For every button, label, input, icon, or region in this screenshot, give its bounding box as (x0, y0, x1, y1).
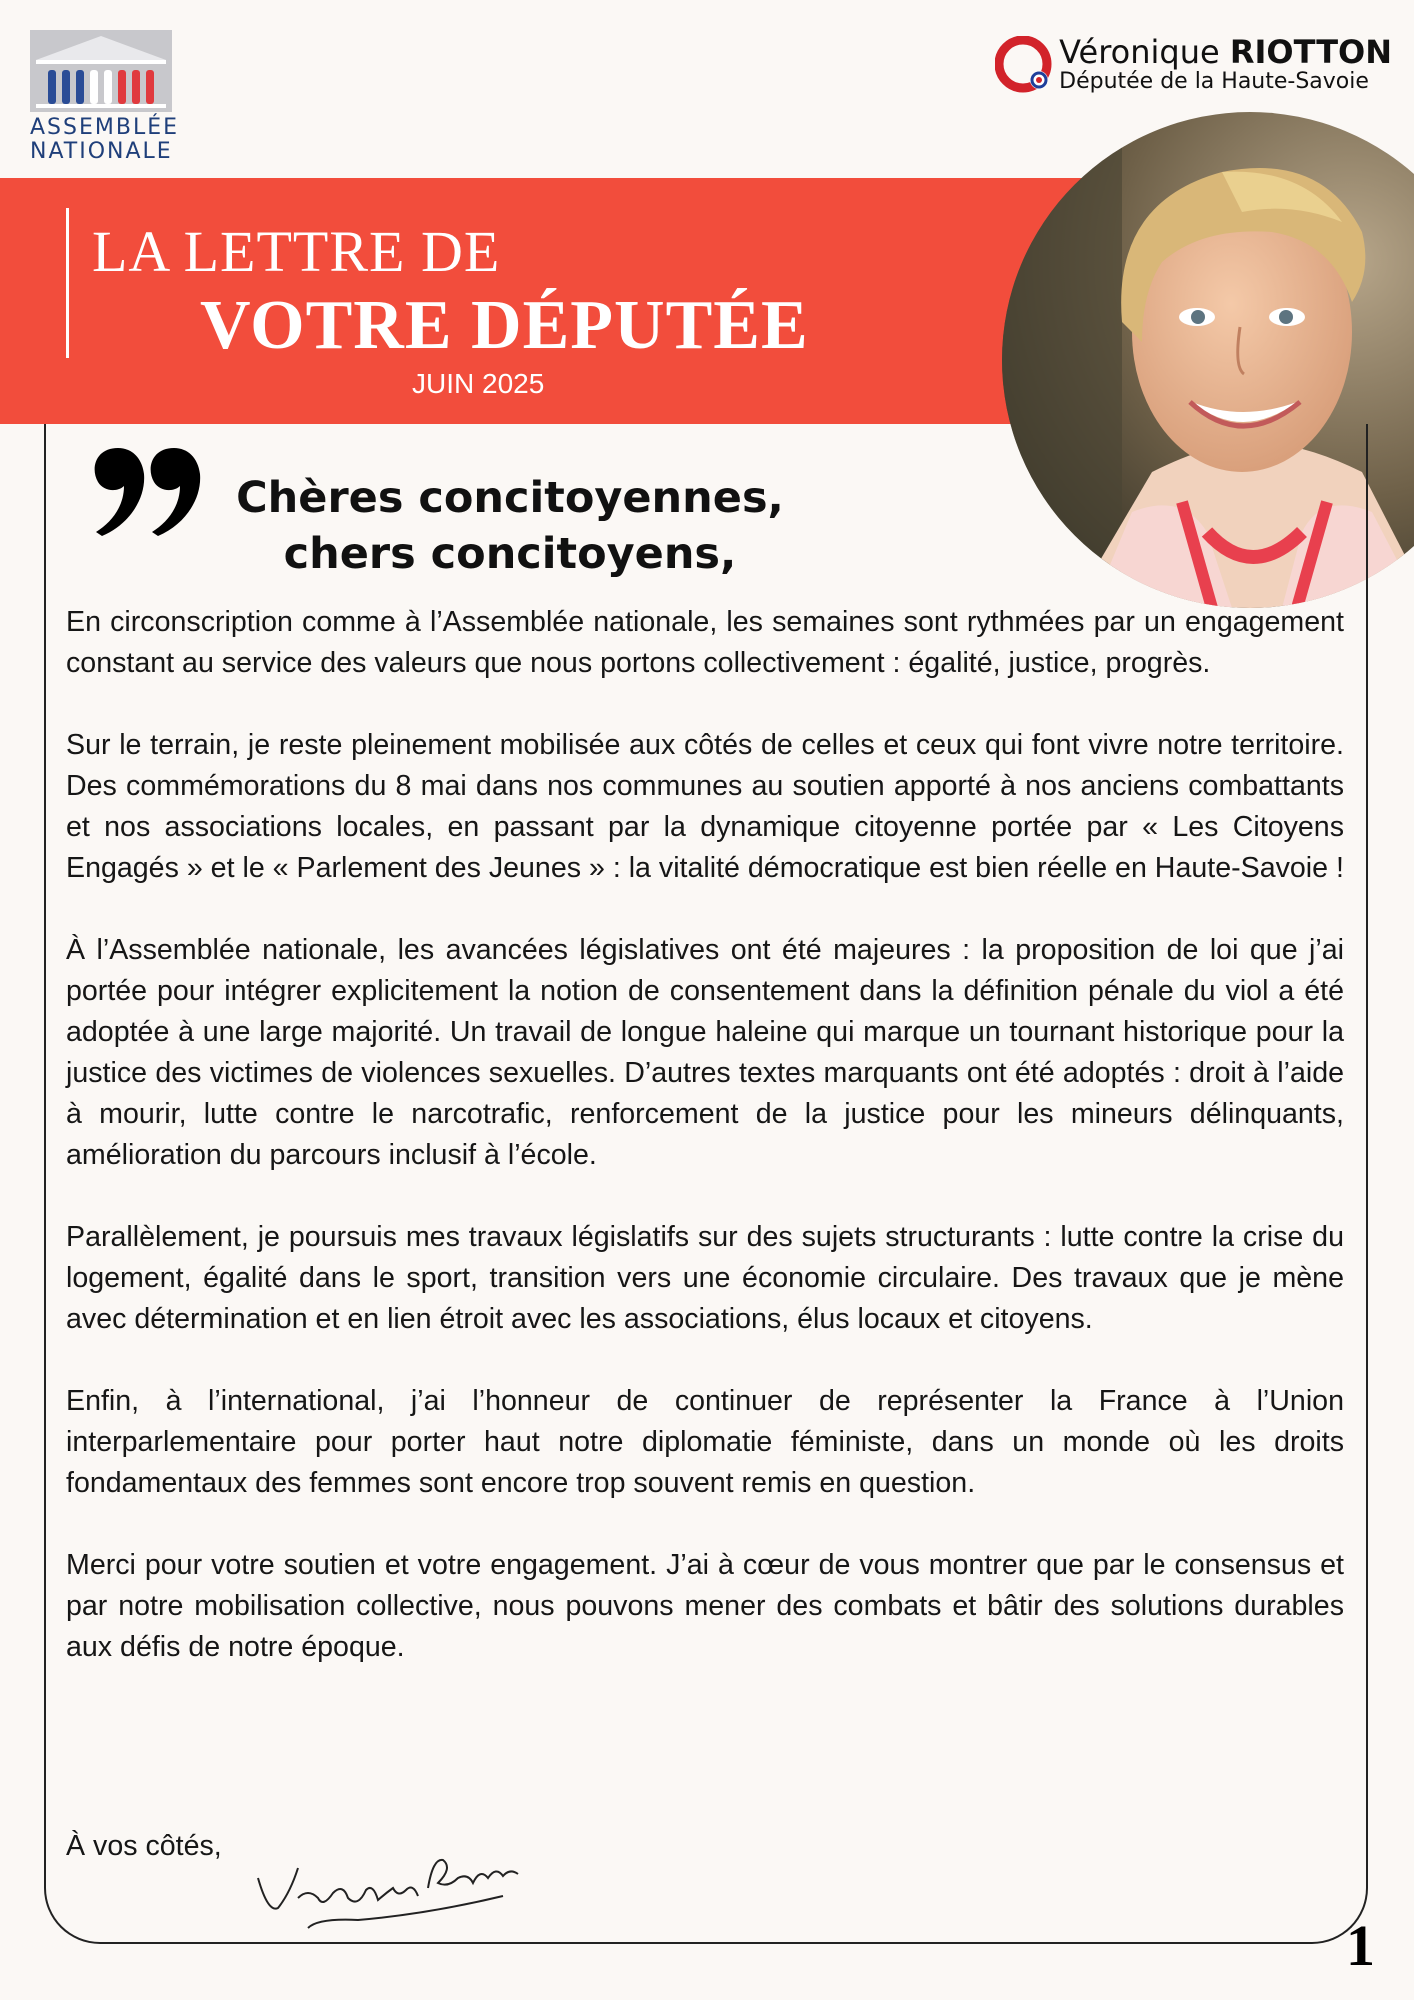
deputy-first-name: Véronique (1059, 33, 1220, 71)
salutation-line2: chers concitoyens, (283, 529, 737, 579)
letter-body (66, 602, 1344, 1709)
handwritten-signature (248, 1838, 528, 1938)
deputy-header (995, 34, 1392, 96)
institution-line1: ASSEMBLÉE (30, 115, 180, 140)
banner-title-line1: LA LETTRE DE (92, 219, 501, 284)
salutation-line1: Chères concitoyennes, (236, 473, 784, 523)
closing: À vos côtés, (66, 1830, 222, 1862)
hemicycle-icon (30, 30, 172, 112)
paragraph: En circonscription comme à l’Assemblée nationale, les semaines sont rythmées par un engagement constant au service des valeurs que nous portons collectivement : égalité, justice, progrès. (66, 606, 1344, 679)
salutation (210, 470, 810, 582)
paragraph: Sur le terrain, je reste pleinement mobilisée aux côtés de celles et ceux qui font vivre notre territoire. Des commémorations du 8 mai dans nos communes au soutien apporté à nos anciens combattants et nos associations locales, en passant par la dynamique citoyenne portée par « Les Citoyens Engagés » et le « Parlement des Jeunes » : la vitalité démocratique est bien réelle en Haute-Savoie ! (66, 729, 1344, 884)
assemblee-nationale-logo (30, 30, 180, 164)
renaissance-logo-icon (995, 36, 1055, 96)
paragraph: À l’Assemblée nationale, les avancées législatives ont été majeures : la proposition de loi que j’ai portée pour intégrer explicitement la notion de consentement dans la définition pénale du viol a été adoptée à une large majorité. Un travail de longue haleine qui marque un tournant historique pour la justice des victimes de violences sexuelles. D’autres textes marquants ont été adoptés : droit à l’aide à mourir, lutte contre le narcotrafic, renforcement de la justice pour les mineurs délinquants, amélioration du parcours inclusif à l’école. (66, 934, 1344, 1171)
paragraph: Merci pour votre soutien et votre engagement. J’ai à cœur de vous montrer que par le consensus et par notre mobilisation collective, nous pouvons mener des combats et bâtir des solutions durables aux défis de notre époque. (66, 1549, 1344, 1663)
banner-title-line2: VOTRE DÉPUTÉE (200, 287, 809, 364)
institution-name (30, 115, 180, 164)
deputy-role: Députée de la Haute-Savoie (1059, 69, 1369, 94)
deputy-last-name: RIOTTON (1229, 33, 1392, 71)
quote-mark-icon (90, 440, 210, 540)
banner-divider (66, 208, 69, 358)
deputy-name (1059, 34, 1392, 70)
institution-line2: NATIONALE (30, 139, 173, 164)
banner-date: JUIN 2025 (412, 368, 545, 399)
paragraph: Enfin, à l’international, j’ai l’honneur de continuer de représenter la France à l’Union interparlementaire pour porter haut notre diplomatie féministe, dans un monde où les droits fondamentaux des femmes sont encore trop souvent remis en question. (66, 1385, 1344, 1499)
title-banner (0, 178, 1100, 424)
paragraph: Parallèlement, je poursuis mes travaux législatifs sur des sujets structurants : lutte contre la crise du logement, égalité dans le sport, transition vers une économie circulaire. Des travaux que je mène avec détermination et en lien étroit avec les associations, élus locaux et citoyens. (66, 1221, 1344, 1335)
page-number: 1 (1346, 1913, 1375, 1978)
